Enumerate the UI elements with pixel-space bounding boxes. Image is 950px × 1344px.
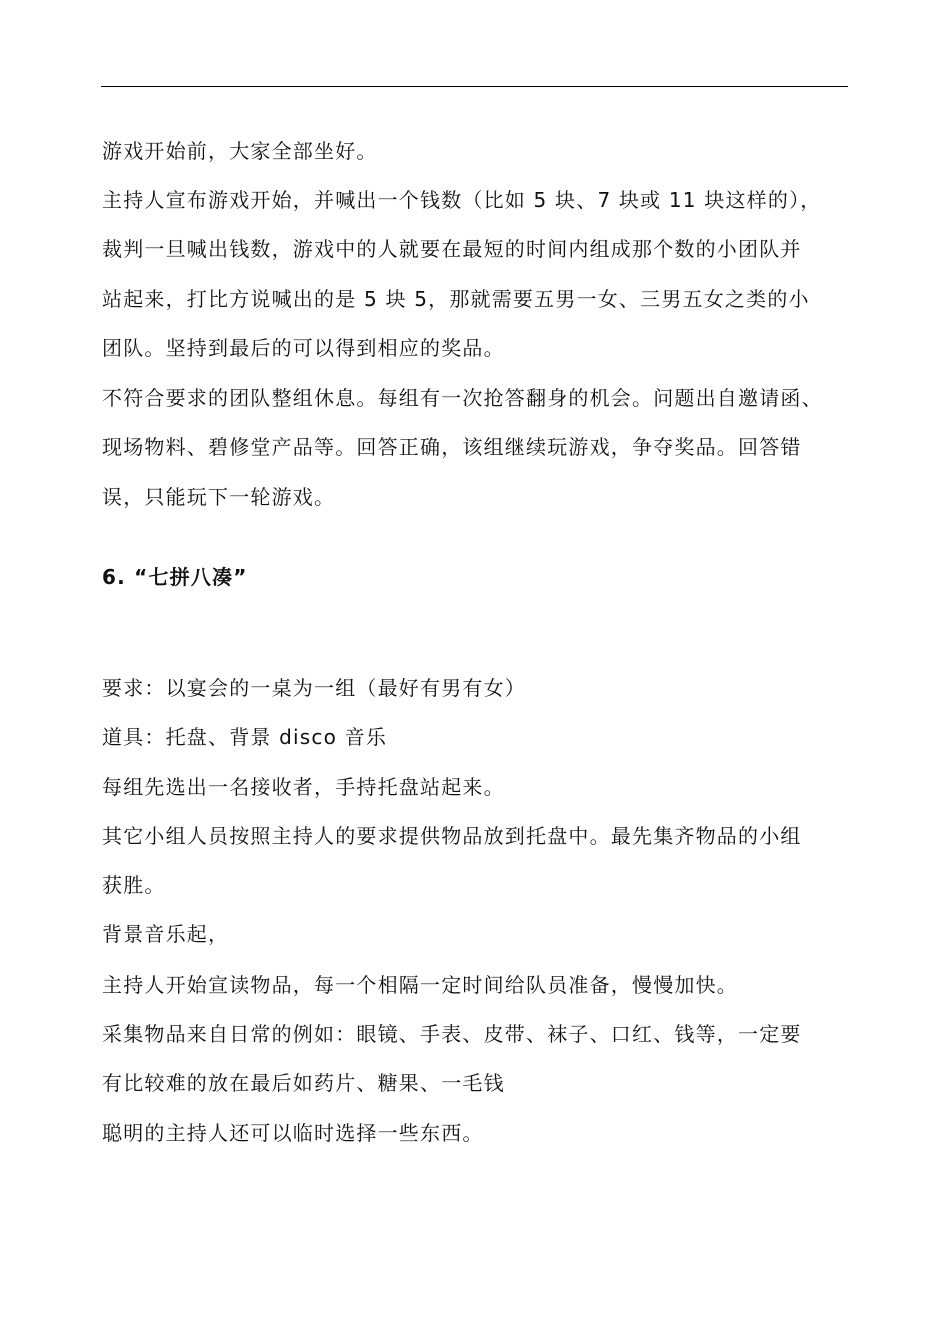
paragraph-line: 其它小组人员按照主持人的要求提供物品放到托盘中。最先集齐物品的小组 — [102, 824, 802, 848]
paragraph-line: 要求：以宴会的一桌为一组（最好有男有女） — [102, 676, 526, 700]
paragraph-line: 每组先选出一名接收者，手持托盘站起来。 — [102, 775, 505, 799]
paragraph-line: 团队。坚持到最后的可以得到相应的奖品。 — [102, 336, 505, 360]
header-rule — [101, 86, 848, 87]
section-heading: 6. “七拼八凑” — [102, 565, 248, 589]
paragraph-line: 现场物料、碧修堂产品等。回答正确，该组继续玩游戏，争夺奖品。回答错 — [102, 435, 802, 459]
paragraph-line: 道具：托盘、背景 disco 音乐 — [102, 725, 388, 749]
paragraph-line: 聪明的主持人还可以临时选择一些东西。 — [102, 1121, 484, 1145]
paragraph-line: 采集物品来自日常的例如：眼镜、手表、皮带、袜子、口红、钱等，一定要 — [102, 1022, 802, 1046]
paragraph-line: 不符合要求的团队整组休息。每组有一次抢答翻身的机会。问题出自邀请函、 — [102, 386, 823, 410]
paragraph-line: 背景音乐起， — [102, 922, 230, 946]
paragraph-line: 获胜。 — [102, 873, 166, 897]
paragraph-line: 站起来，打比方说喊出的是 5 块 5，那就需要五男一女、三男五女之类的小 — [102, 287, 810, 311]
paragraph-line: 误，只能玩下一轮游戏。 — [102, 485, 336, 509]
paragraph-line: 主持人宣布游戏开始，并喊出一个钱数（比如 5 块、7 块或 11 块这样的）， — [102, 188, 822, 212]
paragraph-line: 有比较难的放在最后如药片、糖果、一毛钱 — [102, 1071, 505, 1095]
paragraph-line: 主持人开始宣读物品，每一个相隔一定时间给队员准备，慢慢加快。 — [102, 973, 738, 997]
paragraph-line: 游戏开始前，大家全部坐好。 — [102, 139, 378, 163]
paragraph-line: 裁判一旦喊出钱数，游戏中的人就要在最短的时间内组成那个数的小团队并 — [102, 237, 802, 261]
